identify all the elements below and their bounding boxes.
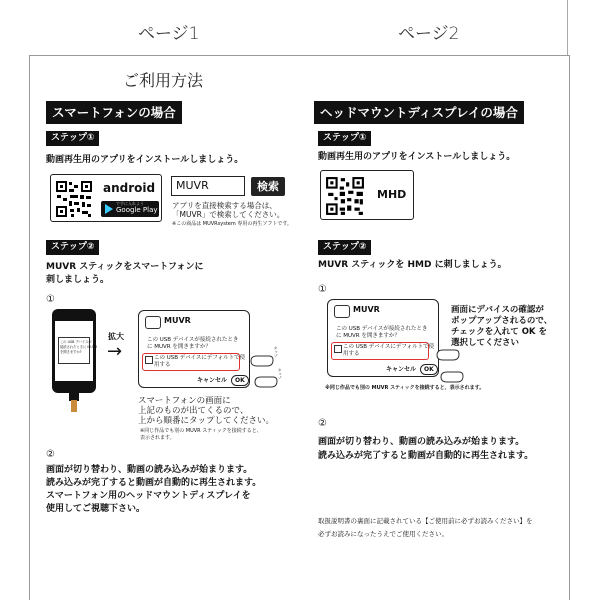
step2-label-right: ステップ② (318, 240, 371, 255)
android-download-box (50, 174, 162, 222)
hand-tap-icon-right (435, 346, 461, 364)
final-text3-left: スマートフォン用のヘッドマウントディスプレイを (46, 491, 251, 501)
screen-note-2: 上記のものが出てくるので、 (138, 406, 249, 416)
step-number-2-left: ② (46, 449, 55, 460)
default-checkbox-row-left[interactable] (142, 353, 246, 371)
side-note-4: 選択してください (451, 338, 520, 348)
dialog-question1-left: この USB デバイスが接続されたとき (147, 337, 239, 343)
checkbox-label2-right: 用する (343, 351, 360, 357)
hand-tap-icon-right-2 (439, 368, 465, 386)
step-number-1-left: ① (46, 294, 55, 305)
play-icon (105, 204, 113, 214)
phone-dialog-line1: この USB デバイスが (60, 340, 92, 344)
search-input[interactable]: MUVR (171, 176, 245, 196)
smartphone-illustration (52, 309, 96, 393)
footer-note-1: 取扱説明書の裏面に記載されている【ご使用前に必ずお読みください】を (318, 517, 533, 525)
search-note-1: アプリを直接検索する場合は、 (172, 201, 277, 210)
default-checkbox-left[interactable] (145, 356, 153, 364)
muvr-app-icon-right (334, 305, 350, 318)
default-checkbox-row-right[interactable] (331, 342, 435, 360)
arrow-right-icon: → (107, 341, 123, 362)
screen-note-3: 上から順番にタップしてください。 (138, 416, 275, 426)
google-play-text: Google Play (116, 206, 158, 214)
side-note-1: 画面にデバイスの確認が (451, 305, 544, 315)
step2-label-left: ステップ② (46, 240, 99, 255)
muvr-app-icon (145, 316, 161, 329)
mhd-label: MHD (377, 188, 407, 201)
ok-button-right[interactable]: OK (420, 364, 438, 375)
qr-code-icon-hmd (325, 176, 365, 216)
search-note-3: ※この商品は MUVRsystem 専用の再生ソフトです。 (172, 221, 292, 227)
phone-dialog-line3: を開きますか? (60, 350, 82, 354)
cancel-button-right[interactable]: キャンセル (386, 366, 417, 373)
step1-label-left: ステップ① (46, 131, 99, 146)
step2-text2-left: 刺しましょう。 (46, 275, 110, 285)
step1-text-left: 動画再生用のアプリをインストールしましょう。 (46, 155, 244, 165)
hmd-note: ※同じ作品でも別の MUVR スティックを接続すると、表示されます。 (325, 385, 485, 391)
screen-note-5: 表示されます。 (140, 435, 175, 441)
final-text1-right: 画面が切り替わり、動画の読み込みが始まります。 (318, 437, 525, 447)
final-text4-left: 使用してご視聴下さい。 (46, 504, 146, 514)
step1-label-right: ステップ① (318, 131, 371, 146)
usb-dialog-right (327, 299, 439, 377)
screen-note-4: ※同じ作品でも別の MUVR スティックを接続すると、 (140, 428, 262, 434)
final-text2-right: 読み込みが完了すると動画が自動的に再生されます。 (318, 451, 534, 461)
dialog-question2-right: に MUVR を開きますか？ (336, 333, 400, 339)
tap-label-2: タップ (277, 368, 283, 380)
usb-dialog-left (138, 310, 250, 388)
page-label-2: ページ2 (398, 24, 460, 44)
step2-text-right: MUVR スティックを HMD に刺しましょう。 (318, 260, 507, 270)
checkbox-label2-left: 用する (154, 362, 171, 368)
usb-stick (71, 400, 77, 412)
phone-dialog-line2: 接続されたときに MUVR (60, 345, 98, 349)
ok-button-left[interactable]: OK (231, 375, 249, 386)
final-text1-left: 画面が切り替わり、動画の読み込みが始まります。 (46, 465, 253, 475)
final-text2-left: 読み込みが完了すると動画が自動的に再生されます。 (46, 478, 262, 488)
phone-dialog (58, 337, 98, 364)
hmd-download-box (320, 170, 414, 220)
dialog-question1-right: この USB デバイスが接続されたとき (336, 326, 428, 332)
section-heading-smartphone: スマートフォンの場合 (46, 101, 182, 124)
dialog-question2-left: に MUVR を開きますか？ (147, 344, 211, 350)
tap-label-1: タップ (273, 346, 279, 358)
checkbox-label1-left: この USB デバイスにデフォルトで使 (154, 355, 246, 361)
cancel-button-left[interactable]: キャンセル (197, 377, 228, 384)
footer-note-2: 必ずお読みになったうえでご使用ください。 (318, 530, 448, 538)
step-number-1-right: ① (318, 284, 327, 295)
qr-code-icon (55, 180, 93, 218)
page-divider (567, 0, 568, 56)
default-checkbox-right[interactable] (334, 345, 342, 353)
side-note-3: チェックを入れて OK を (451, 327, 547, 337)
step1-text-right: 動画再生用のアプリをインストールしましょう。 (318, 152, 516, 162)
screen-note-1: スマートフォンの画面に (138, 396, 231, 406)
zoom-label: 拡大 (108, 332, 124, 341)
side-note-2: ポップアップされるので、 (451, 316, 553, 326)
dialog-app-name-left: MUVR (164, 316, 191, 325)
step2-text1-left: MUVR スティックをスマートフォンに (46, 262, 204, 272)
google-play-badge[interactable] (101, 201, 159, 217)
checkbox-label1-right: この USB デバイスにデフォルトで使 (343, 344, 435, 350)
step-number-2-right: ② (318, 418, 327, 429)
search-note-2: 「MUVR」で検索してください。 (172, 210, 285, 219)
page-label-1: ページ1 (138, 24, 200, 44)
android-label: android (103, 181, 156, 195)
phone-screen (55, 321, 98, 381)
dialog-app-name-right: MUVR (353, 305, 380, 314)
search-button[interactable]: 検索 (251, 177, 285, 196)
google-play-sub: で手に入れよう (116, 201, 144, 206)
section-heading-hmd: ヘッドマウントディスプレイの場合 (314, 101, 524, 124)
page-title: ご利用方法 (123, 71, 204, 90)
